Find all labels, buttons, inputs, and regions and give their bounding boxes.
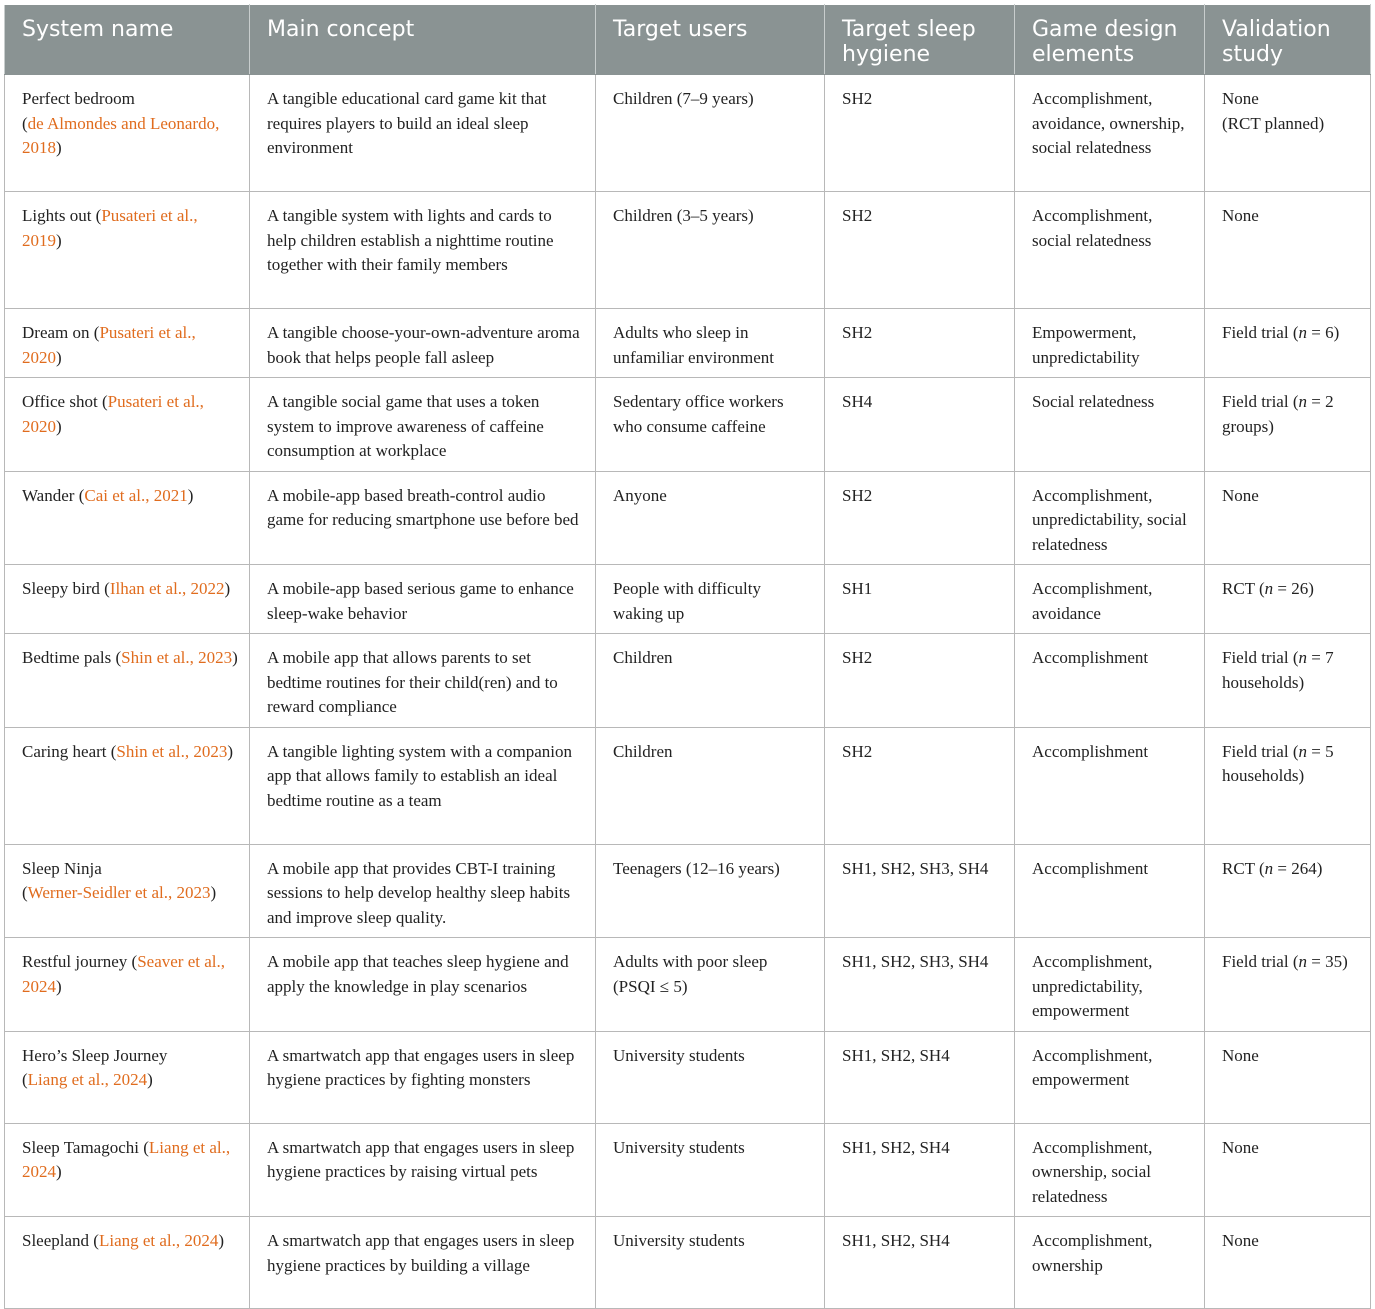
table-row (5, 471, 1371, 565)
validation-cell: None (1205, 1031, 1371, 1123)
hygiene-cell: SH1, SH2, SH3, SH4 (825, 844, 1015, 938)
table-row (5, 727, 1371, 844)
header-target-users: Target users (596, 5, 825, 75)
system-name-cell: Bedtime pals (Shin et al., 2023) (5, 634, 250, 728)
system-name-cell: Wander (Cai et al., 2021) (5, 471, 250, 565)
concept-cell: A tangible social game that uses a token system to improve awareness of caffeine consumption at workplace (250, 378, 596, 472)
validation-text: Field trial ( (1222, 741, 1299, 761)
system-name: Wander (22, 485, 75, 505)
elements-cell: Accomplishment, unpredictability, empowerment (1015, 938, 1205, 1032)
citation-link[interactable]: Seaver et al., 2024 (22, 952, 226, 996)
users-cell: Teenagers (12–16 years) (596, 844, 825, 938)
concept-cell: A tangible lighting system with a companion app that allows family to establish an ideal bedtime routine as a team (250, 727, 596, 844)
users-cell: University students (596, 1123, 825, 1217)
concept-cell: A mobile app that allows parents to set bedtime routines for their child(ren) and to reward compliance (250, 634, 596, 728)
table-row (5, 1123, 1371, 1217)
system-name: Sleepy bird (22, 579, 100, 598)
elements-cell: Accomplishment, social relatedness (1015, 192, 1205, 309)
validation-text: Field trial ( (1222, 648, 1299, 667)
system-name: Lights out (22, 206, 92, 225)
hygiene-cell: SH1, SH2, SH4 (825, 1031, 1015, 1123)
system-name-cell: Hero’s Sleep Journey (Liang et al., 2024) (5, 1031, 250, 1123)
validation-text: Field trial ( (1222, 323, 1299, 342)
table-row (5, 938, 1371, 1032)
validation-text: RCT ( (1222, 858, 1265, 878)
hygiene-cell: SH2 (825, 75, 1015, 192)
table-row (5, 309, 1371, 378)
validation-cell: None (1205, 1123, 1371, 1217)
concept-cell: A mobile app that provides CBT-I training sessions to help develop healthy sleep habits and improve sleep quality. (250, 844, 596, 938)
validation-cell: None (1205, 192, 1371, 309)
system-name-cell: Perfect bedroom (de Almondes and Leonardo, 2018) (5, 75, 250, 192)
validation-cell (1205, 844, 1371, 938)
citation-link[interactable]: Werner-Seidler et al., 2023 (27, 883, 211, 902)
hygiene-cell: SH2 (825, 471, 1015, 565)
header-game-design-elements: Game design elements (1015, 5, 1205, 75)
table-row (5, 1217, 1371, 1309)
citation-link[interactable]: Pusateri et al., 2020 (22, 323, 196, 367)
system-name: Hero’s Sleep Journey (22, 1045, 168, 1065)
concept-cell: A smartwatch app that engages users in sleep hygiene practices by raising virtual pets (250, 1123, 596, 1217)
hygiene-cell: SH2 (825, 309, 1015, 378)
system-name: Caring heart (22, 741, 107, 761)
citation-link[interactable]: Ilhan et al., 2022 (109, 579, 225, 598)
validation-cell (1205, 75, 1371, 192)
concept-cell: A smartwatch app that engages users in sleep hygiene practices by fighting monsters (250, 1031, 596, 1123)
system-name-cell: Office shot (Pusateri et al., 2020) (5, 378, 250, 472)
validation-text: Field trial ( (1222, 392, 1299, 411)
validation-cell (1205, 938, 1371, 1032)
table-row (5, 75, 1371, 192)
users-cell: Children (7–9 years) (596, 75, 825, 192)
users-cell: University students (596, 1217, 825, 1309)
hygiene-cell: SH1 (825, 565, 1015, 634)
users-cell: Children (596, 727, 825, 844)
table-row (5, 1031, 1371, 1123)
system-name: Sleep Ninja (22, 858, 102, 878)
elements-cell: Accomplishment, avoidance, ownership, social relatedness (1015, 75, 1205, 192)
system-name: Perfect bedroom (22, 89, 135, 108)
elements-cell: Social relatedness (1015, 378, 1205, 472)
system-name-cell: Caring heart (Shin et al., 2023) (5, 727, 250, 844)
users-cell: Sedentary office workers who consume caffeine (596, 378, 825, 472)
validation-value: None (1222, 89, 1259, 108)
elements-cell: Accomplishment (1015, 727, 1205, 844)
elements-cell: Accomplishment (1015, 634, 1205, 728)
validation-cell: None (1205, 471, 1371, 565)
hygiene-cell: SH4 (825, 378, 1015, 472)
citation-link[interactable]: de Almondes and Leonardo, 2018 (22, 113, 220, 157)
concept-cell: A mobile-app based serious game to enhance sleep-wake behavior (250, 565, 596, 634)
validation-text: = 6) (1306, 323, 1340, 342)
users-cell: People with difficulty waking up (596, 565, 825, 634)
system-name: Sleep Tamagochi (22, 1137, 139, 1157)
hygiene-cell: SH2 (825, 192, 1015, 309)
sample-size-symbol: n (1298, 952, 1307, 971)
validation-text: = 7 households) (1222, 648, 1334, 692)
elements-cell: Accomplishment, ownership, social relatedness (1015, 1123, 1205, 1217)
table-row (5, 844, 1371, 938)
header-row (5, 5, 1371, 75)
validation-text: = 264) (1273, 858, 1323, 878)
hygiene-cell: SH1, SH2, SH4 (825, 1217, 1015, 1309)
validation-text: Field trial ( (1222, 952, 1299, 971)
sample-size-symbol: n (1264, 579, 1274, 598)
header-validation-study: Validation study (1205, 5, 1371, 75)
elements-cell: Accomplishment, unpredictability, social relatedness (1015, 471, 1205, 565)
citation-link[interactable]: Pusateri et al., 2020 (22, 392, 204, 436)
system-name: Dream on (22, 323, 90, 342)
users-cell: University students (596, 1031, 825, 1123)
validation-text: RCT ( (1222, 579, 1265, 598)
concept-cell: A smartwatch app that engages users in sleep hygiene practices by building a village (250, 1217, 596, 1309)
users-cell: Adults with poor sleep (PSQI ≤ 5) (596, 938, 825, 1032)
validation-text: = 26) (1273, 579, 1314, 598)
hygiene-cell: SH2 (825, 727, 1015, 844)
system-name-cell: Sleepy bird (Ilhan et al., 2022) (5, 565, 250, 634)
elements-cell: Accomplishment, avoidance (1015, 565, 1205, 634)
system-name-cell: Restful journey (Seaver et al., 2024) (5, 938, 250, 1032)
citation-link[interactable]: Pusateri et al., 2019 (22, 206, 198, 250)
system-name: Restful journey (22, 952, 128, 971)
users-cell: Anyone (596, 471, 825, 565)
validation-text: = 35) (1306, 952, 1348, 971)
system-name-cell: Lights out (Pusateri et al., 2019) (5, 192, 250, 309)
hygiene-cell: SH2 (825, 634, 1015, 728)
systems-table (4, 4, 1371, 1309)
elements-cell: Accomplishment, empowerment (1015, 1031, 1205, 1123)
header-target-sleep-hygiene: Target sleep hygiene (825, 5, 1015, 75)
sample-size-symbol: n (1298, 392, 1307, 411)
table-row (5, 565, 1371, 634)
validation-cell (1205, 378, 1371, 472)
system-name: Office shot (22, 392, 98, 411)
system-name-cell: Sleep Tamagochi (Liang et al., 2024) (5, 1123, 250, 1217)
concept-cell: A tangible system with lights and cards to help children establish a nighttime routine together with their family members (250, 192, 596, 309)
citation-link[interactable]: Liang et al., 2024 (98, 1231, 219, 1250)
citation-link[interactable]: Liang et al., 2024 (27, 1070, 148, 1089)
system-name-cell: Sleepland (Liang et al., 2024) (5, 1217, 250, 1309)
validation-note: (RCT planned) (1222, 113, 1325, 133)
table-row (5, 378, 1371, 472)
system-name-cell: Dream on (Pusateri et al., 2020) (5, 309, 250, 378)
elements-cell: Accomplishment (1015, 844, 1205, 938)
citation-link[interactable]: Liang et al., 2024 (22, 1137, 231, 1181)
hygiene-cell: SH1, SH2, SH4 (825, 1123, 1015, 1217)
validation-cell (1205, 634, 1371, 728)
validation-text: = 2 groups) (1222, 392, 1334, 436)
users-cell: Children (3–5 years) (596, 192, 825, 309)
users-cell: Children (596, 634, 825, 728)
users-cell: Adults who sleep in unfamiliar environment (596, 309, 825, 378)
header-system-name: System name (5, 5, 250, 75)
sample-size-symbol: n (1298, 648, 1307, 667)
validation-cell: None (1205, 1217, 1371, 1309)
concept-cell: A mobile-app based breath-control audio game for reducing smartphone use before bed (250, 471, 596, 565)
validation-cell (1205, 727, 1371, 844)
sample-size-symbol: n (1298, 741, 1307, 761)
validation-cell (1205, 565, 1371, 634)
citation-link[interactable]: Cai et al., 2021 (84, 485, 188, 505)
elements-cell: Accomplishment, ownership (1015, 1217, 1205, 1309)
hygiene-cell: SH1, SH2, SH3, SH4 (825, 938, 1015, 1032)
citation-link[interactable]: Shin et al., 2023 (116, 741, 228, 761)
system-name-cell: Sleep Ninja (Werner-Seidler et al., 2023) (5, 844, 250, 938)
table-row (5, 192, 1371, 309)
concept-cell: A tangible choose-your-own-adventure aroma book that helps people fall asleep (250, 309, 596, 378)
sample-size-symbol: n (1298, 323, 1307, 342)
validation-cell (1205, 309, 1371, 378)
elements-cell: Empowerment, unpredictability (1015, 309, 1205, 378)
header-main-concept: Main concept (250, 5, 596, 75)
system-name: Sleepland (22, 1231, 90, 1250)
table-row (5, 634, 1371, 728)
concept-cell: A tangible educational card game kit that requires players to build an ideal sleep environment (250, 75, 596, 192)
citation-link[interactable]: Shin et al., 2023 (121, 648, 233, 667)
system-name: Bedtime pals (22, 648, 112, 667)
validation-text: = 5 households) (1222, 741, 1334, 785)
sample-size-symbol: n (1264, 858, 1274, 878)
concept-cell: A mobile app that teaches sleep hygiene and apply the knowledge in play scenarios (250, 938, 596, 1032)
